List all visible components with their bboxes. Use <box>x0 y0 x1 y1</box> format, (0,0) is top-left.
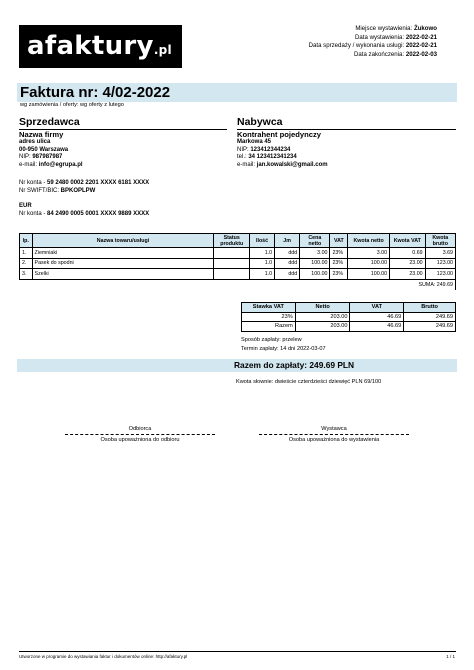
col-name: Nazwa towaru/usługi <box>32 234 214 248</box>
meta-label: Data wystawienia: <box>355 33 405 41</box>
cell-status <box>214 248 250 259</box>
receiver-signature-line <box>65 434 215 435</box>
cell-status <box>214 258 250 269</box>
cell-status <box>214 269 250 280</box>
tel-value: 34 123412341234 <box>248 154 297 161</box>
seller-block <box>19 130 83 169</box>
sum-row <box>20 279 456 290</box>
nip-value: 123412344234 <box>250 146 291 153</box>
cell-vat: 23% <box>330 269 348 280</box>
cell-vat: 46.69 <box>350 312 404 322</box>
seller-name: Nazwa firmy <box>19 130 64 139</box>
cell-vat-amount: 23.00 <box>390 258 426 269</box>
issuer-label: Osoba upoważniona do wystawienia <box>288 437 380 443</box>
col-gross: Kwota brutto <box>425 234 455 248</box>
col-price: Cena netto <box>300 234 330 248</box>
payment-due-date: Termin zapłaty: 14 dni 2022-03-07 <box>241 345 326 352</box>
cell-lp: 2. <box>20 258 33 269</box>
cell-gross: 123.00 <box>425 269 455 280</box>
email-value: jan.kowalski@gmail.com <box>256 161 328 168</box>
col-gross: Brutto <box>404 303 456 313</box>
seller-bank <box>19 180 149 195</box>
cell-gross: 249.69 <box>404 322 456 332</box>
seller-bank-eur <box>19 203 149 218</box>
logo-suffix: .pl <box>153 43 172 57</box>
meta-end-date <box>309 51 437 60</box>
cell-net: 100.00 <box>348 258 390 269</box>
col-unit: Jm <box>275 234 300 248</box>
nip-label: NIP: <box>237 146 249 153</box>
cell-price: 100.00 <box>300 258 330 269</box>
cell-gross: 249.69 <box>404 312 456 322</box>
cell-name: Ziemniaki <box>32 248 214 259</box>
seller-address2: 00-950 Warszawa <box>19 146 69 153</box>
total-due: Razem do zapłaty: 249.69 PLN <box>234 360 355 370</box>
col-status: Status produktu <box>214 234 250 248</box>
tel-label: tel.: <box>237 154 247 161</box>
issuer-title: Wystawca <box>321 426 347 432</box>
meta-place <box>309 25 437 34</box>
email-label: e-mail: <box>237 161 256 168</box>
cell-vat-amount: 23.00 <box>390 269 426 280</box>
account-value: 59 2480 0002 2201 XXXX 6181 XXXX <box>47 180 150 186</box>
receiver-label: Osoba upoważniona do odbioru <box>100 437 180 443</box>
col-net: Netto <box>295 303 350 313</box>
col-vat: VAT <box>330 234 348 248</box>
buyer-header: Nabywca <box>237 116 283 128</box>
seller-account2 <box>19 211 149 219</box>
buyer-nip <box>237 147 328 155</box>
buyer-tel <box>237 154 328 162</box>
cell-price: 3.00 <box>300 248 330 259</box>
account-value: 84 2490 0005 0001 XXXX 9889 XXXX <box>47 210 150 217</box>
cell-vat-amount: 0.69 <box>390 248 426 259</box>
cell-gross: 123.00 <box>425 258 455 269</box>
meta-sale-date <box>309 42 437 51</box>
vat-summary-table <box>241 302 456 332</box>
buyer-name: Kontrahent pojedynczy <box>237 130 321 139</box>
cell-net: 3.00 <box>348 248 390 259</box>
seller-currency: EUR <box>19 203 32 209</box>
meta-value: 2022-02-21 <box>405 42 437 50</box>
seller-header: Sprzedawca <box>19 116 80 128</box>
email-value: info@egrupa.pl <box>38 161 83 168</box>
invoice-title: Faktura nr: 4/02-2022 <box>20 84 171 101</box>
account-label: Nr konta - <box>19 210 46 217</box>
meta-value: 2022-02-03 <box>405 50 437 58</box>
col-vat: VAT <box>350 303 404 313</box>
seller-nip <box>19 154 83 162</box>
col-lp: lp. <box>20 234 33 248</box>
col-qty: Ilość <box>250 234 275 248</box>
cell-qty: 1.0 <box>250 269 275 280</box>
payment-info <box>241 336 326 353</box>
meta-label: Data sprzedaży / wykonania usługi: <box>308 42 405 50</box>
swift-value: BPKOPLPW <box>60 187 96 194</box>
buyer-block <box>237 130 328 169</box>
vat-summary-header <box>242 303 456 313</box>
meta-value: 2022-02-21 <box>405 33 437 41</box>
payment-method: Sposób zapłaty: przelew <box>241 337 302 343</box>
seller-address1: adres ulica <box>19 139 51 145</box>
meta-value: Żukowo <box>413 25 437 32</box>
issuer-signature-line <box>259 434 409 435</box>
amount-in-words: Kwota słownie: dwieście czterdzieści dziewięć PLN 69/100 <box>236 379 382 385</box>
meta-label: Miejsce wystawienia: <box>355 25 413 32</box>
cell-rate: 23% <box>242 312 296 322</box>
logo-main: afaktury <box>27 31 154 61</box>
cell-name: Szelki <box>32 269 214 280</box>
invoice-subtitle: wg zamówienia / oferty: wg oferty z lutego <box>20 102 124 108</box>
cell-lp: 3. <box>20 269 33 280</box>
cell-rate: Razem <box>242 322 296 332</box>
cell-price: 100.00 <box>300 269 330 280</box>
page-number: 1 / 1 <box>446 654 455 659</box>
buyer-email <box>237 162 328 170</box>
receiver-title: Odbiorca <box>128 426 152 432</box>
cell-vat: 23% <box>330 258 348 269</box>
items-sum: SUMA: 249.69 <box>20 279 456 290</box>
cell-net: 203.00 <box>295 312 350 322</box>
table-row <box>20 258 456 269</box>
seller-email <box>19 162 83 170</box>
cell-vat: 23% <box>330 248 348 259</box>
meta-issue-date <box>309 34 437 43</box>
cell-net: 203.00 <box>295 322 350 332</box>
cell-qty: 1.0 <box>250 258 275 269</box>
seller-swift <box>19 188 149 196</box>
cell-gross: 3.69 <box>425 248 455 259</box>
account-label: Nr konta - <box>19 180 46 186</box>
cell-qty: 1.0 <box>250 248 275 259</box>
nip-label: NIP: <box>19 154 31 161</box>
table-row <box>242 312 456 322</box>
cell-unit: ddd <box>275 269 300 280</box>
items-header-row <box>20 234 456 248</box>
meta-label: Data zakończenia: <box>353 50 405 58</box>
afaktury-logo <box>19 25 182 68</box>
cell-unit: ddd <box>275 258 300 269</box>
buyer-address1: Markowa 45 <box>237 139 272 145</box>
items-table <box>19 233 456 290</box>
seller-account <box>19 180 149 188</box>
footer-text: Utworzone w programie do wystawiania faktur i dokumentów online: http://afaktury.pl <box>19 654 188 659</box>
table-row <box>242 322 456 332</box>
nip-value: 987987987 <box>32 154 63 161</box>
cell-unit: ddd <box>275 248 300 259</box>
cell-lp: 1. <box>20 248 33 259</box>
cell-name: Pasek do spodni <box>32 258 214 269</box>
col-net: Kwota netto <box>348 234 390 248</box>
col-rate: Stawka VAT <box>242 303 296 313</box>
footer-divider <box>19 651 456 652</box>
table-row <box>20 248 456 259</box>
cell-vat: 46.69 <box>350 322 404 332</box>
cell-net: 100.00 <box>348 269 390 280</box>
swift-label: Nr SWIFT/BIC: <box>19 187 59 194</box>
table-row <box>20 269 456 280</box>
email-label: e-mail: <box>19 161 38 168</box>
invoice-meta <box>309 25 437 59</box>
col-vat-amount: Kwota VAT <box>390 234 426 248</box>
